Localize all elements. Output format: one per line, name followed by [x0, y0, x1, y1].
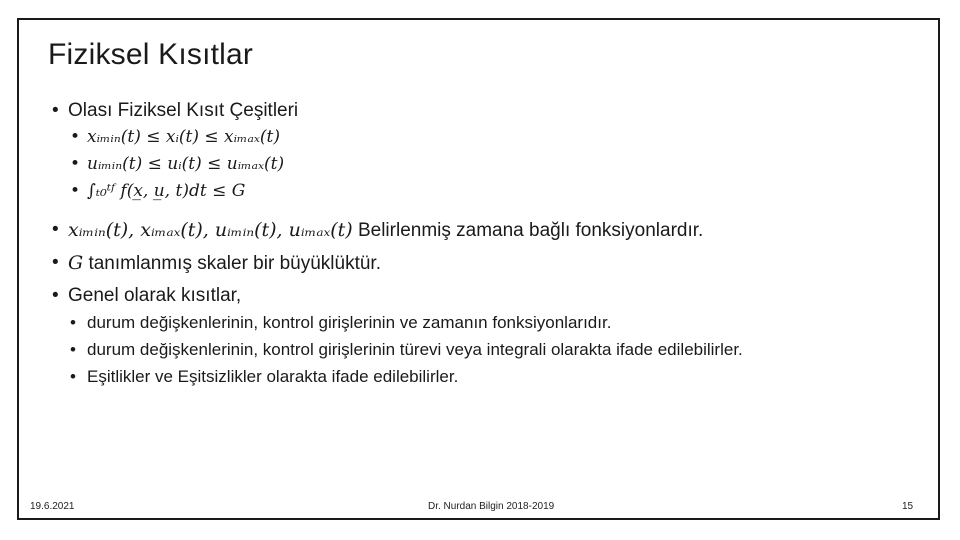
sub-bullet-integral: • ∫ₜ₀ᵗᶠ f(x̲, u̲, t)dt ≤ G	[52, 178, 912, 205]
sub-bullet-u-bounds: • uᵢₘᵢₙ(t) ≤ uᵢ(t) ≤ uᵢₘₐₓ(t)	[52, 151, 912, 178]
slide-body	[52, 98, 912, 390]
bullet-text: Belirlenmiş zamana bağlı fonksiyonlardır.	[352, 220, 704, 241]
sub-bullet-functions: • durum değişkenlerinin, kontrol girişlerinin ve zamanın fonksiyonlarıdır.	[52, 309, 912, 336]
bullet-time-functions	[52, 217, 912, 244]
bullet-general	[52, 283, 912, 309]
footer-date: 19.6.2021	[30, 501, 75, 512]
bullet-text: Genel olarak kısıtlar,	[68, 285, 242, 306]
slide-title: Fiziksel Kısıtlar	[48, 38, 254, 71]
bullet-text: tanımlanmış skaler bir büyüklüktür.	[83, 253, 381, 274]
sub-bullet-derivative: • durum değişkenlerinin, kontrol girişlerinin türevi veya integrali olarakta ifade edilebilirler.	[52, 336, 912, 363]
bullet-math: G	[68, 252, 84, 274]
bullet-constraint-types	[52, 98, 912, 124]
bullet-scalar-g	[52, 250, 912, 277]
sub-bullet-x-bounds: • xᵢₘᵢₙ(t) ≤ xᵢ(t) ≤ xᵢₘₐₓ(t)	[52, 124, 912, 151]
bullet-text: Olası Fiziksel Kısıt Çeşitleri	[68, 100, 299, 121]
bullet-math: xᵢₘᵢₙ(t), xᵢₘₐₓ(t), uᵢₘᵢₙ(t), uᵢₘₐₓ(t)	[68, 219, 353, 241]
sub-bullet-equalities: • Eşitlikler ve Eşitsizlikler olarakta ifade edilebilirler.	[52, 363, 912, 390]
footer-page-number: 15	[902, 501, 914, 512]
footer-author: Dr. Nurdan Bilgin 2018-2019	[428, 501, 555, 512]
